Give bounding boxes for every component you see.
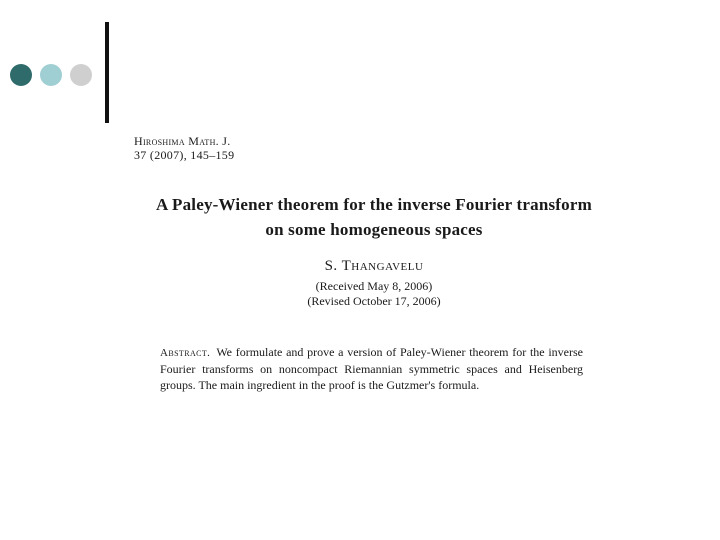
journal-name: Hiroshima Math. J.	[134, 134, 231, 148]
received-date: (Received May 8, 2006)	[315, 279, 433, 293]
journal-volume: 37 (2007), 145–159	[134, 148, 235, 162]
paper-author: S. Thangavelu	[324, 258, 424, 274]
paper-title	[150, 192, 598, 242]
decor-vertical-bar	[105, 22, 109, 123]
abstract	[160, 344, 583, 393]
paper-dates	[150, 279, 598, 309]
revised-date: (Revised October 17, 2006)	[307, 294, 441, 308]
decor-dot-gray	[70, 64, 92, 86]
journal-header	[134, 134, 234, 162]
abstract-text: We formulate and prove a version of Paley-Wiener theorem for the inverse Fourier transforms on noncompact Riemannian symmetric spaces and Heisenberg groups. The main ingredient in the proof is the Gutzmer's formula.	[160, 345, 583, 392]
paper-title-line-1: A Paley-Wiener theorem for the inverse Fourier transform	[156, 195, 592, 214]
paper-title-line-2: on some homogeneous spaces	[265, 220, 483, 239]
abstract-label: Abstract.	[160, 347, 211, 359]
decor-dot-teal	[10, 64, 32, 86]
decor-dot-light-blue	[40, 64, 62, 86]
